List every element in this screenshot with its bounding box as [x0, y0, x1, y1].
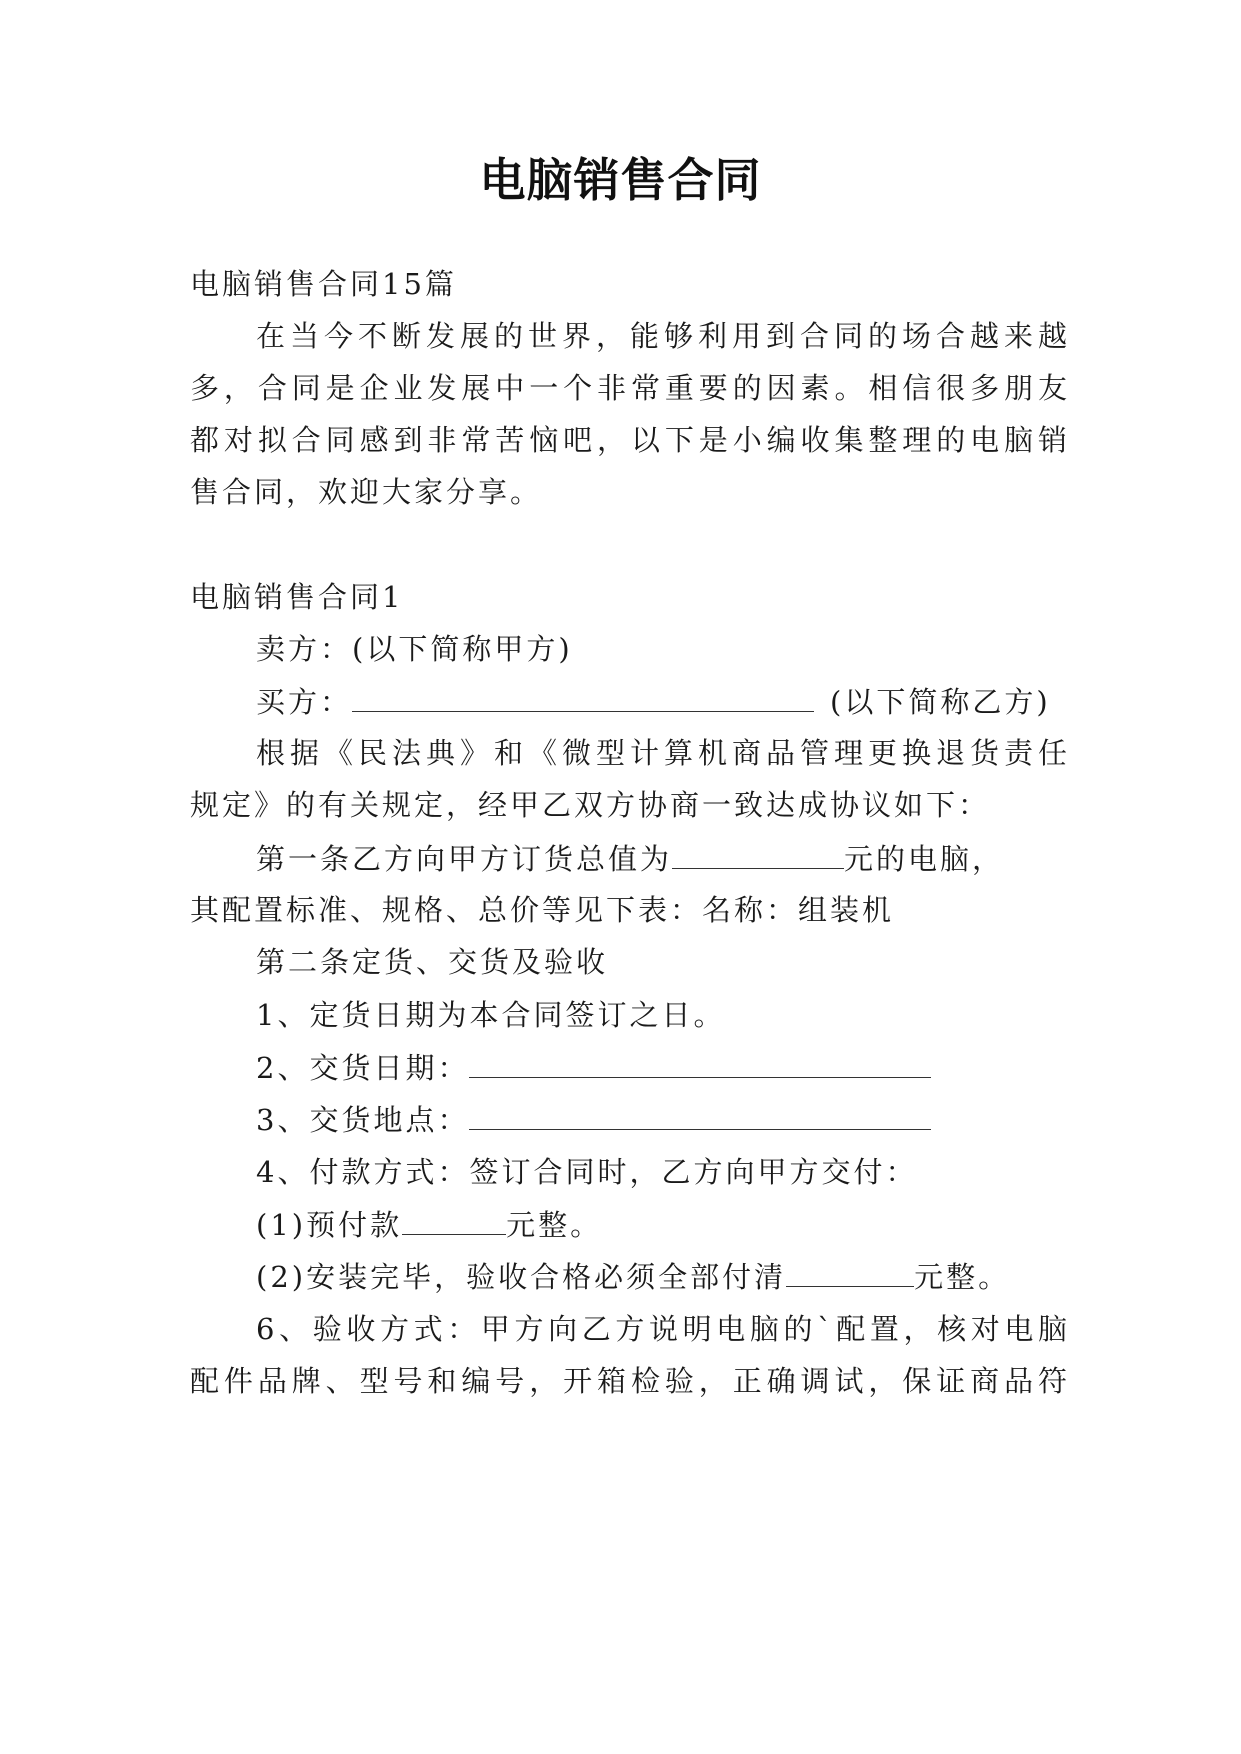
prepayment-suffix: 元整。	[506, 1208, 603, 1242]
intro-line-2: 多，合同是企业发展中一个非常重要的因素。相信很多朋友	[190, 371, 1070, 405]
delivery-place-label: 3、交货地点：	[256, 1103, 470, 1137]
intro-line-1: 在当今不断发展的世界，能够利用到合同的场合越来越	[256, 319, 1070, 353]
heading: 电脑销售合同15篇	[190, 267, 457, 301]
final-payment-blank	[786, 1256, 914, 1287]
article1-line-2: 其配置标准、规格、总价等见下表：名称：组装机	[190, 893, 895, 927]
article1-prefix: 第一条乙方向甲方订货总值为	[256, 842, 673, 876]
item-6-line-1: 6、验收方式：甲方向乙方说明电脑的`配置，核对电脑	[256, 1312, 1070, 1346]
item-3	[256, 1099, 1070, 1140]
intro-line-3: 都对拟合同感到非常苦恼吧，以下是小编收集整理的电脑销	[190, 423, 1070, 457]
item-4a	[256, 1204, 1070, 1245]
buyer-label: 买方：	[256, 685, 353, 719]
item-2	[256, 1047, 1070, 1088]
final-payment-prefix: (2)安装完毕，验收合格必须全部付清	[256, 1260, 787, 1294]
buyer-suffix: (以下简称乙方)	[830, 685, 1051, 719]
final-payment-suffix: 元整。	[914, 1260, 1011, 1294]
article1-amount-blank	[672, 838, 844, 869]
intro-line-4: 售合同，欢迎大家分享。	[190, 475, 543, 509]
item-1: 1、定货日期为本合同签订之日。	[256, 998, 726, 1032]
delivery-date-blank	[469, 1047, 931, 1078]
buyer-line	[256, 681, 1070, 722]
section-title: 电脑销售合同1	[190, 580, 404, 614]
delivery-date-label: 2、交货日期：	[256, 1051, 470, 1085]
article2-title: 第二条定货、交货及验收	[256, 945, 609, 979]
delivery-place-blank	[469, 1099, 931, 1130]
seller-line: 卖方：(以下简称甲方)	[256, 632, 573, 666]
item-4: 4、付款方式：签订合同时，乙方向甲方交付：	[256, 1155, 918, 1189]
document-title: 电脑销售合同	[479, 153, 762, 207]
basis-line-1: 根据《民法典》和《微型计算机商品管理更换退货责任	[256, 736, 1070, 770]
prepayment-blank	[402, 1204, 506, 1235]
prepayment-prefix: (1)预付款	[256, 1208, 403, 1242]
item-6-line-2: 配件品牌、型号和编号，开箱检验，正确调试，保证商品符	[190, 1364, 1070, 1398]
buyer-blank	[352, 681, 814, 712]
item-4b	[256, 1256, 1070, 1297]
article1-line-1	[256, 838, 1070, 879]
article1-suffix: 元的电脑，	[844, 842, 1005, 876]
basis-line-2: 规定》的有关规定，经甲乙双方协商一致达成协议如下：	[190, 788, 991, 822]
